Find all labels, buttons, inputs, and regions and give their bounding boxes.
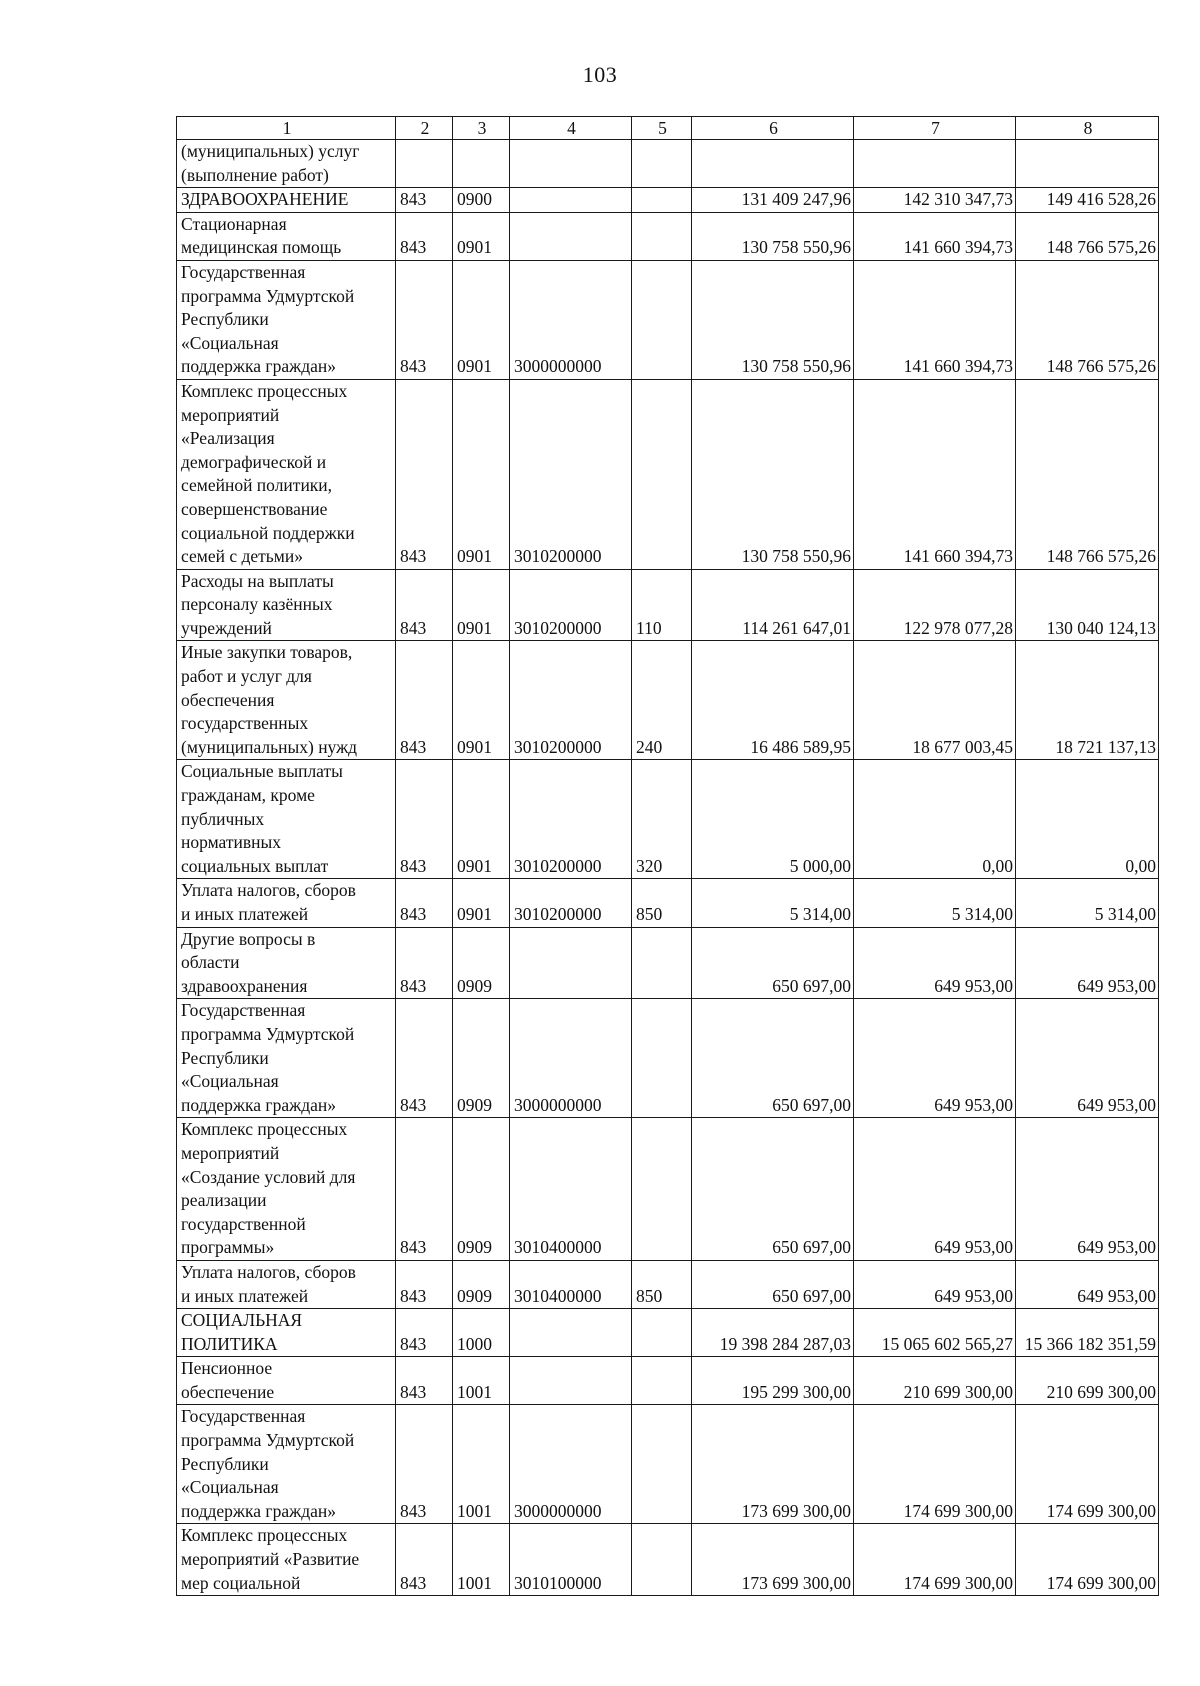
cell-ved: 843 [396,879,453,927]
item-name-line: мероприятий «Развитие [181,1549,360,1570]
cell-ved: 843 [396,760,453,879]
item-name-line: нормативных [181,832,282,853]
cell-amount-col7: 5 314,00 [854,879,1016,927]
item-name-line: Государственная [181,261,306,282]
cell-expense-type [632,140,692,188]
cell-expense-type [632,188,692,213]
cell-expense-type [632,1118,692,1261]
cell-amount-col6: 650 697,00 [692,1260,854,1308]
cell-item-name [177,927,396,999]
item-name-line: (муниципальных) услуг [181,141,360,161]
cell-expense-type [632,1309,692,1357]
cell-amount-col6 [692,140,854,188]
item-name-line: программа Удмуртской [181,285,355,306]
cell-amount-col8: 130 040 124,13 [1016,569,1159,641]
item-name-line: поддержка граждан» [181,1500,336,1521]
item-name-line: семей с детьми» [181,546,303,567]
cell-target-article: 3010200000 [510,879,632,927]
item-name-line: мероприятий [181,1142,280,1163]
cell-item-name [177,641,396,760]
cell-expense-type: 320 [632,760,692,879]
item-name-line: ПОЛИТИКА [181,1333,278,1354]
table-row [177,140,1159,188]
cell-target-article: 3010200000 [510,569,632,641]
cell-target-article [510,1357,632,1405]
cell-target-article [510,212,632,260]
item-name-line: программы» [181,1237,275,1258]
cell-section [453,140,510,188]
item-name-line: Комплекс процессных [181,1119,348,1140]
cell-amount-col8: 174 699 300,00 [1016,1405,1159,1524]
cell-section: 1001 [453,1357,510,1405]
item-name-line: обеспечение [181,1381,275,1402]
item-name-line: Другие вопросы в [181,928,316,949]
column-header: 3 [453,117,510,140]
cell-item-name [177,879,396,927]
cell-section: 0901 [453,212,510,260]
cell-item-name [177,212,396,260]
item-name-line: обеспечения [181,689,275,710]
cell-section: 0900 [453,188,510,213]
budget-table [176,116,1159,1596]
table-row [177,212,1159,260]
item-name-line: программа Удмуртской [181,1430,355,1451]
item-name-line: здравоохранения [181,975,308,996]
column-header: 8 [1016,117,1159,140]
cell-section: 0909 [453,1260,510,1308]
column-header: 1 [177,117,396,140]
item-name-line: «Социальная [181,332,279,353]
cell-amount-col8: 649 953,00 [1016,927,1159,999]
item-name-line: области [181,952,240,973]
item-name-line: ЗДРАВООХРАНЕНИЕ [181,189,349,210]
cell-amount-col6: 650 697,00 [692,1118,854,1261]
item-name-line: Комплекс процессных [181,1525,348,1546]
item-name-line: программа Удмуртской [181,1023,355,1044]
cell-ved: 843 [396,379,453,569]
cell-target-article: 3010200000 [510,379,632,569]
cell-amount-col6: 5 000,00 [692,760,854,879]
cell-item-name [177,379,396,569]
table-row [177,1118,1159,1261]
table-row [177,760,1159,879]
cell-expense-type: 850 [632,1260,692,1308]
item-name-line: Расходы на выплаты [181,570,334,591]
cell-target-article: 3010100000 [510,1524,632,1596]
cell-ved: 843 [396,927,453,999]
item-name-line: гражданам, кроме [181,785,315,806]
cell-amount-col8: 15 366 182 351,59 [1016,1309,1159,1357]
cell-target-article: 3000000000 [510,1405,632,1524]
item-name-line: государственной [181,1213,306,1234]
table-row [177,999,1159,1118]
cell-expense-type [632,927,692,999]
cell-amount-col7: 0,00 [854,760,1016,879]
cell-expense-type [632,1405,692,1524]
cell-section: 0901 [453,260,510,379]
cell-amount-col6: 5 314,00 [692,879,854,927]
cell-amount-col6: 16 486 589,95 [692,641,854,760]
cell-ved: 843 [396,1309,453,1357]
item-name-line: персоналу казённых [181,594,333,615]
cell-ved: 843 [396,569,453,641]
cell-section: 0901 [453,879,510,927]
table-row [177,1405,1159,1524]
cell-ved: 843 [396,188,453,213]
cell-amount-col8: 649 953,00 [1016,1118,1159,1261]
item-name-line: поддержка граждан» [181,1094,336,1115]
cell-amount-col8: 210 699 300,00 [1016,1357,1159,1405]
column-header: 2 [396,117,453,140]
cell-amount-col7: 122 978 077,28 [854,569,1016,641]
cell-expense-type [632,1357,692,1405]
cell-amount-col7: 649 953,00 [854,1260,1016,1308]
cell-item-name [177,1524,396,1596]
cell-expense-type: 240 [632,641,692,760]
table-row [177,927,1159,999]
cell-expense-type [632,999,692,1118]
cell-amount-col8: 148 766 575,26 [1016,212,1159,260]
item-name-line: СОЦИАЛЬНАЯ [181,1310,303,1331]
cell-ved: 843 [396,212,453,260]
item-name-line: совершенствование [181,498,328,519]
cell-target-article [510,140,632,188]
item-name-line: «Социальная [181,1477,279,1498]
column-header: 7 [854,117,1016,140]
table-row [177,1357,1159,1405]
item-name-line: «Реализация [181,428,275,449]
cell-ved: 843 [396,641,453,760]
cell-item-name [177,1118,396,1261]
cell-ved: 843 [396,260,453,379]
cell-section: 1000 [453,1309,510,1357]
item-name-line: публичных [181,808,265,829]
cell-section: 0901 [453,569,510,641]
cell-item-name [177,999,396,1118]
cell-section: 0909 [453,1118,510,1261]
cell-amount-col6: 130 758 550,96 [692,379,854,569]
item-name-line: «Создание условий для [181,1166,356,1187]
cell-item-name [177,760,396,879]
cell-amount-col8 [1016,140,1159,188]
table-row [177,1260,1159,1308]
cell-amount-col7: 141 660 394,73 [854,212,1016,260]
cell-amount-col7: 15 065 602 565,27 [854,1309,1016,1357]
cell-section: 0901 [453,379,510,569]
column-header: 6 [692,117,854,140]
cell-expense-type [632,212,692,260]
item-name-line: Государственная [181,1406,306,1427]
table-row [177,569,1159,641]
cell-amount-col7: 649 953,00 [854,927,1016,999]
table-row [177,188,1159,213]
cell-section: 1001 [453,1524,510,1596]
table-row [177,1524,1159,1596]
table-row [177,1309,1159,1357]
item-name-line: поддержка граждан» [181,356,336,377]
item-name-line: Уплата налогов, сборов [181,880,356,901]
cell-target-article: 3010200000 [510,641,632,760]
item-name-line: «Социальная [181,1071,279,1092]
item-name-line: реализации [181,1190,267,1211]
cell-amount-col7: 649 953,00 [854,1118,1016,1261]
cell-amount-col6: 130 758 550,96 [692,212,854,260]
cell-item-name [177,188,396,213]
cell-item-name [177,1405,396,1524]
cell-section: 0901 [453,760,510,879]
cell-target-article: 3010400000 [510,1118,632,1261]
item-name-line: социальной поддержки [181,522,355,543]
table-row [177,260,1159,379]
cell-expense-type: 110 [632,569,692,641]
cell-amount-col6: 130 758 550,96 [692,260,854,379]
cell-expense-type: 850 [632,879,692,927]
cell-amount-col8: 0,00 [1016,760,1159,879]
cell-item-name [177,1260,396,1308]
item-name-line: медицинская помощь [181,237,342,258]
cell-ved: 843 [396,1405,453,1524]
item-name-line: мер социальной [181,1572,301,1593]
item-name-line: Иные закупки товаров, [181,642,353,663]
item-name-line: государственных [181,713,309,734]
cell-amount-col8: 649 953,00 [1016,999,1159,1118]
cell-amount-col7: 142 310 347,73 [854,188,1016,213]
cell-target-article: 3010400000 [510,1260,632,1308]
cell-amount-col8: 5 314,00 [1016,879,1159,927]
item-name-line: и иных платежей [181,904,309,924]
cell-target-article [510,188,632,213]
table-body [177,140,1159,1596]
cell-target-article: 3000000000 [510,260,632,379]
cell-amount-col6: 650 697,00 [692,927,854,999]
item-name-line: демографической и [181,451,327,472]
item-name-line: Пенсионное [181,1358,273,1379]
cell-amount-col7: 649 953,00 [854,999,1016,1118]
item-name-line: Уплата налогов, сборов [181,1261,356,1282]
page-number: 103 [582,62,618,87]
cell-amount-col7: 18 677 003,45 [854,641,1016,760]
cell-amount-col6: 19 398 284 287,03 [692,1309,854,1357]
cell-item-name [177,569,396,641]
cell-target-article: 3010200000 [510,760,632,879]
item-name-line: (выполнение работ) [181,164,329,185]
cell-section: 0909 [453,927,510,999]
column-header: 5 [632,117,692,140]
cell-item-name [177,140,396,188]
cell-item-name [177,1357,396,1405]
item-name-line: и иных платежей [181,1285,309,1306]
cell-amount-col7: 141 660 394,73 [854,379,1016,569]
table-row [177,641,1159,760]
cell-section: 0909 [453,999,510,1118]
item-name-line: Республики [181,1453,269,1474]
cell-amount-col7: 141 660 394,73 [854,260,1016,379]
item-name-line: Республики [181,1047,269,1068]
cell-amount-col6: 131 409 247,96 [692,188,854,213]
cell-target-article [510,927,632,999]
cell-amount-col8: 149 416 528,26 [1016,188,1159,213]
item-name-line: Социальные выплаты [181,761,343,782]
cell-ved: 843 [396,1260,453,1308]
cell-item-name [177,1309,396,1357]
table-row [177,379,1159,569]
item-name-line: Комплекс процессных [181,380,348,401]
cell-item-name [177,260,396,379]
cell-ved: 843 [396,1524,453,1596]
cell-amount-col7: 174 699 300,00 [854,1405,1016,1524]
cell-ved: 843 [396,1118,453,1261]
cell-amount-col8: 148 766 575,26 [1016,260,1159,379]
cell-amount-col7 [854,140,1016,188]
cell-amount-col7: 210 699 300,00 [854,1357,1016,1405]
cell-amount-col8: 18 721 137,13 [1016,641,1159,760]
item-name-line: учреждений [181,617,272,638]
cell-amount-col6: 195 299 300,00 [692,1357,854,1405]
cell-amount-col8: 174 699 300,00 [1016,1524,1159,1596]
item-name-line: Республики [181,309,269,330]
cell-expense-type [632,1524,692,1596]
cell-amount-col6: 650 697,00 [692,999,854,1118]
cell-amount-col7: 174 699 300,00 [854,1524,1016,1596]
table-header-row [177,117,1159,140]
cell-amount-col6: 173 699 300,00 [692,1405,854,1524]
cell-expense-type [632,379,692,569]
cell-expense-type [632,260,692,379]
column-header: 4 [510,117,632,140]
cell-ved: 843 [396,999,453,1118]
item-name-line: социальных выплат [181,855,329,876]
cell-target-article [510,1309,632,1357]
cell-target-article: 3000000000 [510,999,632,1118]
item-name-line: Государственная [181,1000,306,1021]
cell-section: 0901 [453,641,510,760]
item-name-line: семейной политики, [181,475,333,496]
item-name-line: Стационарная [181,213,287,234]
cell-amount-col6: 173 699 300,00 [692,1524,854,1596]
cell-ved [396,140,453,188]
item-name-line: (муниципальных) нужд [181,736,358,757]
item-name-line: мероприятий [181,404,280,425]
cell-amount-col8: 148 766 575,26 [1016,379,1159,569]
table-row [177,879,1159,927]
item-name-line: работ и услуг для [181,666,312,687]
cell-amount-col8: 649 953,00 [1016,1260,1159,1308]
cell-ved: 843 [396,1357,453,1405]
cell-section: 1001 [453,1405,510,1524]
cell-amount-col6: 114 261 647,01 [692,569,854,641]
